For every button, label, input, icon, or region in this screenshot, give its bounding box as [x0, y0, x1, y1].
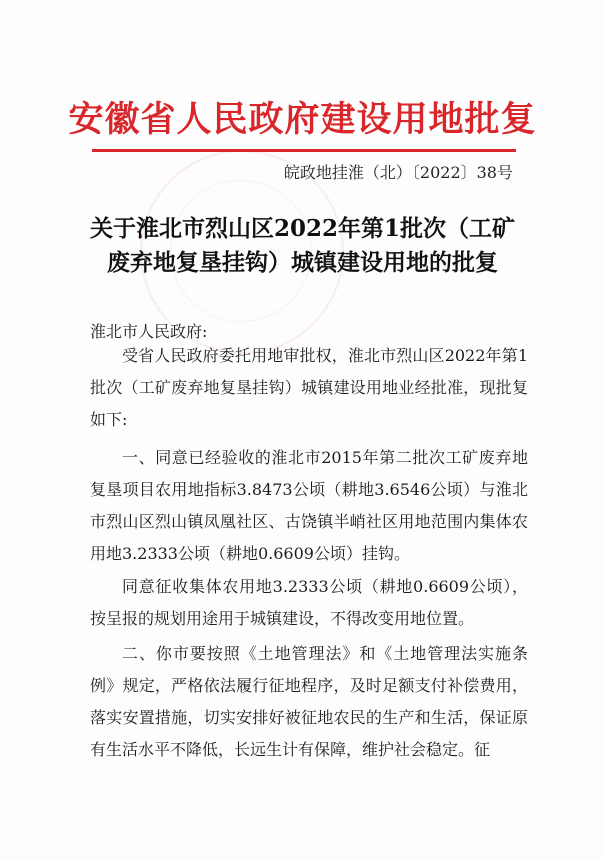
body-paragraph-2: 一、同意已经验收的淮北市2015年第二批次工矿废弃地复垦项目农用地指标3.8473公顷（耕地3.6546公顷）与淮北市烈山区烈山镇凤凰社区、古饶镇半峭社区用地范围内集体农用地3.2333公顷（耕地0.6609公顷）挂钩。 [90, 448, 528, 563]
letterhead-divider [92, 149, 516, 152]
body-paragraph-4: 二、你市要按照《土地管理法》和《土地管理法实施条例》规定，严格依法履行征地程序，及时足额支付补偿费用，落实安置措施，切实安排好被征地农民的生产和生活，保证原有生活水平不降低，长远生计有保障，维护社会稳定。征 [90, 644, 528, 759]
body-paragraph-3: 同意征收集体农用地3.2333公顷（耕地0.6609公顷），按呈报的规划用途用于城镇建设，不得改变用地位置。 [90, 577, 528, 628]
document-title: 关于淮北市烈山区2022年第1批次（工矿废弃地复垦挂钩）城镇建设用地的批复 [89, 215, 516, 276]
document-number: 皖政地挂淮（北）〔2022〕38号 [283, 163, 513, 182]
addressee: 淮北市人民政府: [90, 322, 208, 341]
letterhead-title: 安徽省人民政府建设用地批复 [68, 99, 537, 140]
body-paragraph-1: 受省人民政府委托用地审批权，淮北市烈山区2022年第1批次（工矿废弃地复垦挂钩）城镇建设用地业经批准，现批复如下: [90, 346, 528, 429]
